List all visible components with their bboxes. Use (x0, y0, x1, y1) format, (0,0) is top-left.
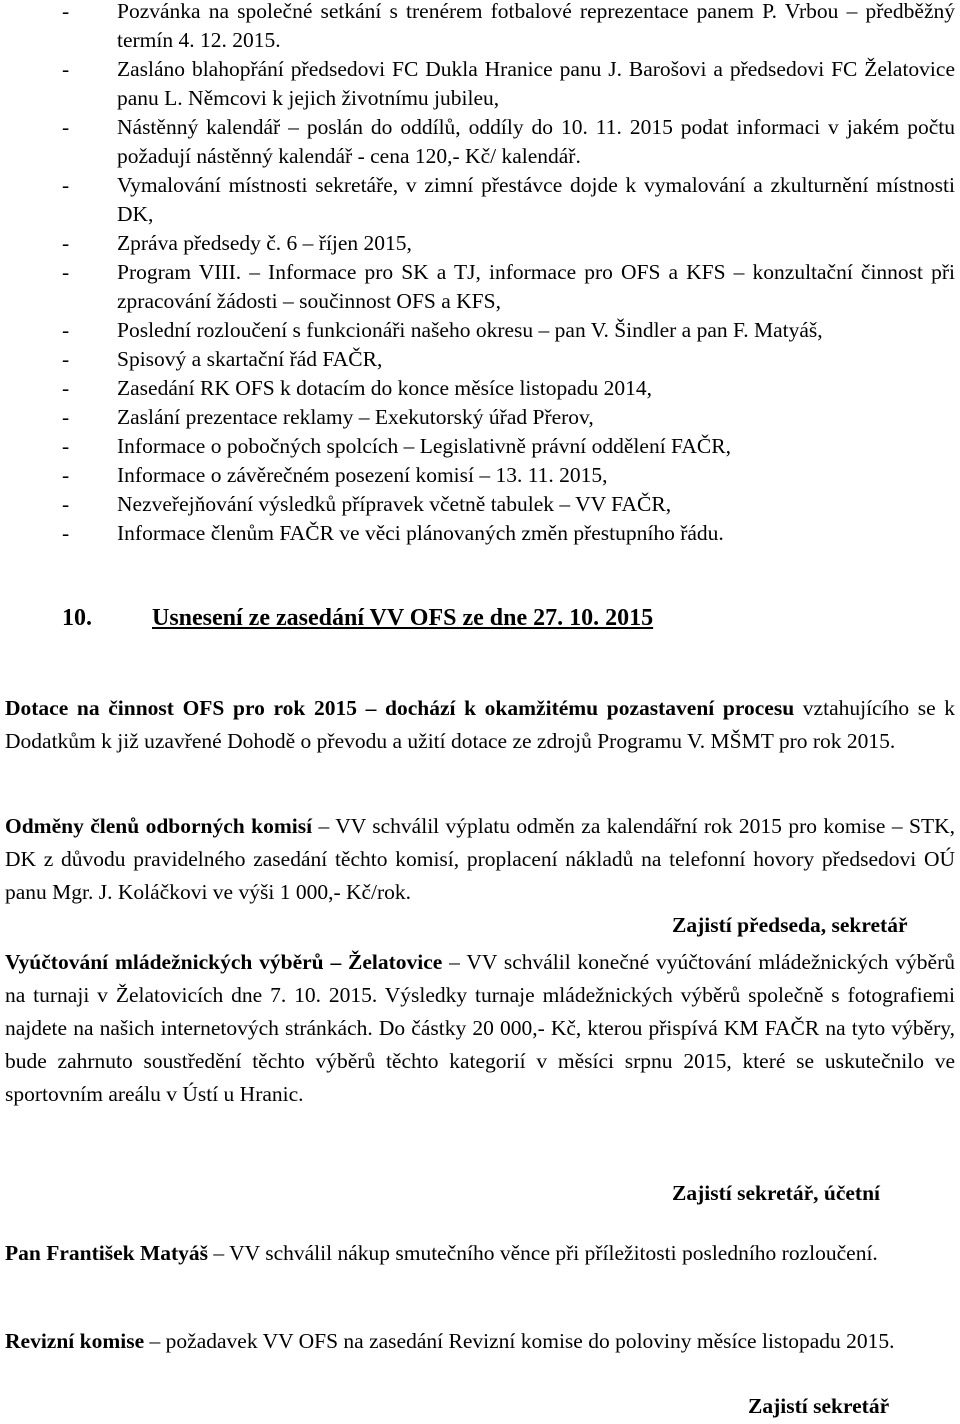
resolution-dotace-heading: Dotace na činnost OFS pro rok 2015 – dochází k okamžitému pozastavení procesu (5, 696, 795, 720)
list-dash: - (62, 231, 70, 255)
list-item (0, 490, 960, 519)
resolution-revizni-text: – požadavek VV OFS na zasedání Revizní komise do poloviny měsíce listopadu 2015. (144, 1329, 895, 1353)
resolution-dotace-text: vztahujícího se k Dodatkům k již uzavřené Dohodě o převodu a užití dotace ze zdrojů Programu V. MŠMT pro rok 2015. (5, 696, 955, 753)
list-item-text: Nástěnný kalendář – poslán do oddílů, oddíly do 10. 11. 2015 podat informaci v jakém počtu požadují nástěnný kalendář - cena 120,- Kč/ kalendář. (117, 115, 955, 168)
resolution-revizni-heading: Revizní komise (5, 1329, 145, 1353)
list-item-text: Pozvánka na společné setkání s trenérem fotbalové reprezentace panem P. Vrbou – předběžný termín 4. 12. 2015. (117, 0, 955, 52)
list-item (0, 0, 960, 55)
list-dash: - (62, 0, 70, 23)
resolution-odmeny (5, 810, 955, 909)
list-dash: - (62, 492, 70, 516)
list-item (0, 432, 960, 461)
list-item (0, 461, 960, 490)
list-item (0, 345, 960, 374)
list-item-text: Zaslání prezentace reklamy – Exekutorský úřad Přerov, (117, 405, 594, 429)
list-item (0, 374, 960, 403)
list-item-text: Poslední rozloučení s funkcionáři našeho okresu – pan V. Šindler a pan F. Matyáš, (117, 318, 823, 342)
resolution-odmeny-text: – VV schválil výplatu odměn za kalendářní rok 2015 pro komise – STK, DK z důvodu pravidelného zasedání těchto komisí, proplacení nákladů na telefonní hovory předsedovi OÚ panu Mgr. J. Koláčkovi ve výši 1 000,- Kč/rok. (5, 814, 955, 904)
list-dash: - (62, 318, 70, 342)
list-item (0, 229, 960, 258)
responsible-vyuctovani: Zajistí sekretář, účetní (672, 1181, 880, 1205)
responsible-odmeny: Zajistí předseda, sekretář (672, 913, 908, 937)
section-number: 10. (62, 605, 92, 631)
section-title: Usnesení ze zasedání VV OFS ze dne 27. 10. 2015 (152, 605, 654, 631)
list-item-text: Vymalování místnosti sekretáře, v zimní přestávce dojde k vymalování a zkulturnění místnosti DK, (117, 173, 955, 226)
list-item-text: Informace členům FAČR ve věci plánovaných změn přestupního řádu. (117, 521, 724, 545)
resolution-vyuctovani-text: – VV schválil konečné vyúčtování mládežnických výběrů na turnaji v Želatovicích dne 7. 10. 2015. Výsledky turnaje mládežnických výběrů společně s fotografiemi najdete na našich internetových stránkách. Do částky 20 000,- Kč, kterou přispívá KM FAČR na tyto výběry, bude zahrnuto soustředění těchto výběrů těchto kategorií v měsíci srpnu 2015, které se uskutečnilo ve sportovním areálu v Ústí u Hranic. (5, 950, 955, 1106)
list-dash: - (62, 376, 70, 400)
list-item-text: Nezveřejňování výsledků přípravek včetně tabulek – VV FAČR, (117, 492, 672, 516)
list-item-text: Zasláno blahopřání předsedovi FC Dukla Hranice panu J. Barošovi a předsedovi FC Želatovice panu L. Němcovi k jejich životnímu jubileu, (117, 57, 955, 110)
list-item-text: Informace o závěrečném posezení komisí – 13. 11. 2015, (117, 463, 608, 487)
list-dash: - (62, 463, 70, 487)
responsible-revizni: Zajistí sekretář (748, 1394, 890, 1418)
list-item-text: Spisový a skartační řád FAČR, (117, 347, 383, 371)
list-item (0, 55, 960, 113)
list-dash: - (62, 405, 70, 429)
list-dash: - (62, 347, 70, 371)
list-item-text: Zasedání RK OFS k dotacím do konce měsíce listopadu 2014, (117, 376, 653, 400)
resolution-matyas-text: – VV schválil nákup smutečního věnce při příležitosti posledního rozloučení. (208, 1241, 878, 1265)
list-item (0, 258, 960, 316)
resolution-vyuctovani-heading: Vyúčtování mládežnických výběrů – Želatovice (5, 950, 443, 974)
resolution-matyas-heading: Pan František Matyáš (5, 1241, 209, 1265)
list-item (0, 403, 960, 432)
list-item-text: Zpráva předsedy č. 6 – říjen 2015, (117, 231, 412, 255)
list-dash: - (62, 260, 70, 284)
section-heading (62, 600, 653, 636)
list-item (0, 316, 960, 345)
list-item (0, 171, 960, 229)
resolution-dotace (5, 692, 955, 758)
resolution-matyas (5, 1237, 955, 1270)
list-dash: - (62, 57, 70, 81)
agenda-list (0, 0, 960, 548)
list-item-text: Program VIII. – Informace pro SK a TJ, informace pro OFS a KFS – konzultační činnost při zpracování žádosti – součinnost OFS a KFS, (117, 260, 955, 313)
list-dash: - (62, 434, 70, 458)
list-dash: - (62, 521, 70, 545)
resolution-vyuctovani (5, 946, 955, 1111)
resolution-odmeny-heading: Odměny členů odborných komisí (5, 814, 313, 838)
list-item-text: Informace o pobočných spolcích – Legislativně právní oddělení FAČR, (117, 434, 731, 458)
list-dash: - (62, 115, 70, 139)
list-dash: - (62, 173, 70, 197)
resolution-revizni (5, 1325, 955, 1358)
list-item (0, 113, 960, 171)
list-item (0, 519, 960, 548)
